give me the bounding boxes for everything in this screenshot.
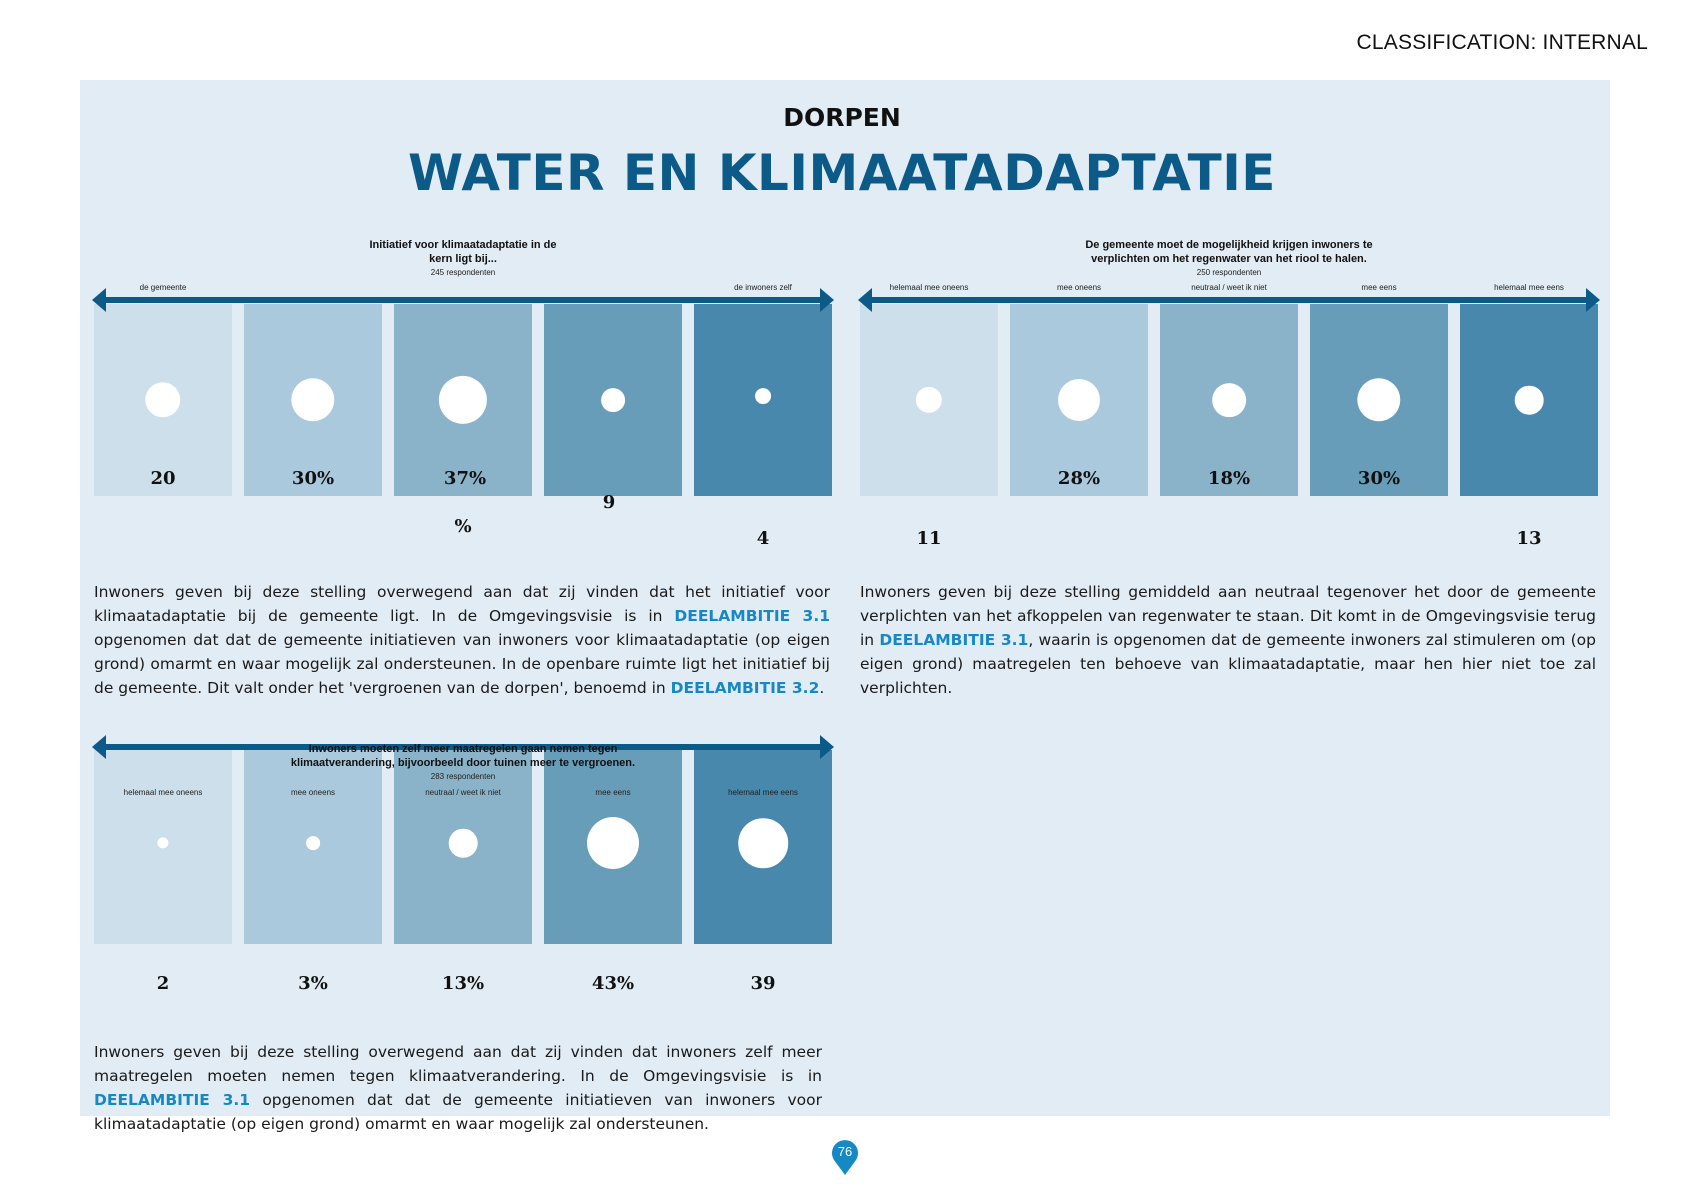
chart-title — [223, 238, 703, 266]
data-label: 28% — [1057, 468, 1101, 489]
category-label: helemaal mee oneens — [123, 788, 203, 797]
chart-title-line: Inwoners moeten zelf meer maatregelen gaan nemen tegen — [308, 743, 618, 755]
arrow-left-icon — [92, 735, 106, 759]
data-label: 2 — [156, 973, 170, 994]
data-point-circle — [1058, 379, 1100, 421]
data-label-suffix: % — [454, 516, 472, 537]
description-chart-1: Inwoners geven bij deze stelling overwegend aan dat zij vinden dat het initiatief voor klimaatadaptatie bij de gemeente ligt. In de Omgevingsvisie is in DEELAMBITIE 3.1 opgenomen dat dat de gemeente initiatieven van inwoners voor klimaatadaptatie (op eigen grond) omarmt en waar mogelijk zal ondersteunen. In de openbare ruimte ligt het initiatief bij de gemeente. Dit valt onder het 'vergroenen van de dorpen', benoemd in DEELAMBITIE 3.2. — [94, 583, 830, 697]
reference-link: DEELAMBITIE 3.1 — [879, 631, 1029, 649]
category-label: neutraal / weet ik niet — [425, 788, 501, 797]
scale-arrow — [92, 287, 834, 313]
page-subtitle: DORPEN — [783, 103, 901, 132]
category-label: de gemeente — [139, 283, 187, 292]
arrow-left-icon — [858, 288, 872, 312]
arrow-right-icon — [820, 288, 834, 312]
category-label: mee eens — [1361, 283, 1397, 292]
data-point-circle — [738, 818, 788, 868]
data-label: 20 — [150, 468, 176, 489]
respondent-count: 283 respondenten — [430, 772, 496, 781]
chart-title-line: klimaatverandering, bijvoorbeeld door tuinen meer te vergroenen. — [290, 757, 636, 769]
chart-title-line: De gemeente moet de mogelijkheid krijgen inwoners te — [1085, 239, 1373, 251]
category-label: helemaal mee eens — [728, 788, 798, 797]
category-label: helemaal mee oneens — [889, 283, 969, 292]
category-label: de inwoners zelf — [734, 283, 792, 292]
description-chart-3: Inwoners geven bij deze stelling overwegend aan dat zij vinden dat inwoners zelf meer maatregelen moeten nemen tegen klimaatverandering. In de Omgevingsvisie is in DEELAMBITIE 3.1 opgenomen dat dat de gemeente initiatieven van inwoners voor klimaatadaptatie (op eigen grond) omarmt en waar mogelijk zal ondersteunen. — [94, 1043, 822, 1133]
chart-title — [989, 238, 1469, 266]
arrow-right-icon — [1586, 288, 1600, 312]
category-label: neutraal / weet ik niet — [1191, 283, 1267, 292]
category-label: mee oneens — [290, 788, 336, 797]
reference-link: DEELAMBITIE 3.1 — [674, 607, 830, 625]
data-label: 37% — [443, 468, 487, 489]
arrow-right-icon — [820, 735, 834, 759]
category-label: helemaal mee eens — [1494, 283, 1564, 292]
data-label: 11 — [916, 528, 942, 549]
description-chart-2: Inwoners geven bij deze stelling gemiddeld aan neutraal tegenover het door de gemeente verplichten van het afkoppelen van regenwater te staan. Dit komt in de Omgevingsvisie terug in DEELAMBITIE 3.1, waarin is opgenomen dat de gemeente inwoners zal stimuleren om (op eigen grond) maatregelen ten behoeve van klimaatadaptatie, maar hen hier niet toe zal verplichten. — [860, 583, 1597, 697]
data-point-circle — [1212, 383, 1246, 417]
data-label: 13 — [1516, 528, 1542, 549]
data-label: 9 — [602, 492, 616, 513]
chart-title-line: kern ligt bij... — [429, 253, 497, 265]
respondent-count: 245 respondenten — [430, 268, 496, 277]
data-point-circle — [601, 388, 625, 412]
scale-arrow-line — [102, 297, 824, 303]
data-point-circle — [306, 836, 320, 850]
data-point-circle — [755, 388, 771, 404]
scale-arrow-line — [868, 297, 1590, 303]
data-point-circle — [1515, 386, 1544, 415]
chart-title-line: Initiatief voor klimaatadaptatie in de — [369, 239, 557, 251]
page-number: 76 — [837, 1144, 853, 1159]
data-label: 39 — [750, 973, 776, 994]
category-label: mee oneens — [1056, 283, 1102, 292]
data-label: 4 — [756, 528, 770, 549]
respondent-count: 250 respondenten — [1196, 268, 1262, 277]
data-point-circle — [449, 829, 478, 858]
classification-label: CLASSIFICATION: INTERNAL — [1356, 31, 1648, 54]
reference-link: DEELAMBITIE 3.1 — [94, 1091, 251, 1109]
arrow-left-icon — [92, 288, 106, 312]
data-label: 13% — [441, 973, 485, 994]
data-label: 30% — [291, 468, 335, 489]
reference-link: DEELAMBITIE 3.2 — [670, 679, 820, 697]
chart-title — [223, 742, 703, 770]
page-title: WATER EN KLIMAATADAPTATIE — [408, 144, 1276, 202]
data-point-circle — [587, 817, 639, 869]
data-label: 3% — [298, 973, 328, 994]
data-label: 43% — [591, 973, 635, 994]
data-label: 18% — [1207, 468, 1251, 489]
data-label: 30% — [1357, 468, 1401, 489]
category-label: mee eens — [595, 788, 631, 797]
chart-title-line: verplichten om het regenwater van het riool te halen. — [1091, 253, 1367, 265]
